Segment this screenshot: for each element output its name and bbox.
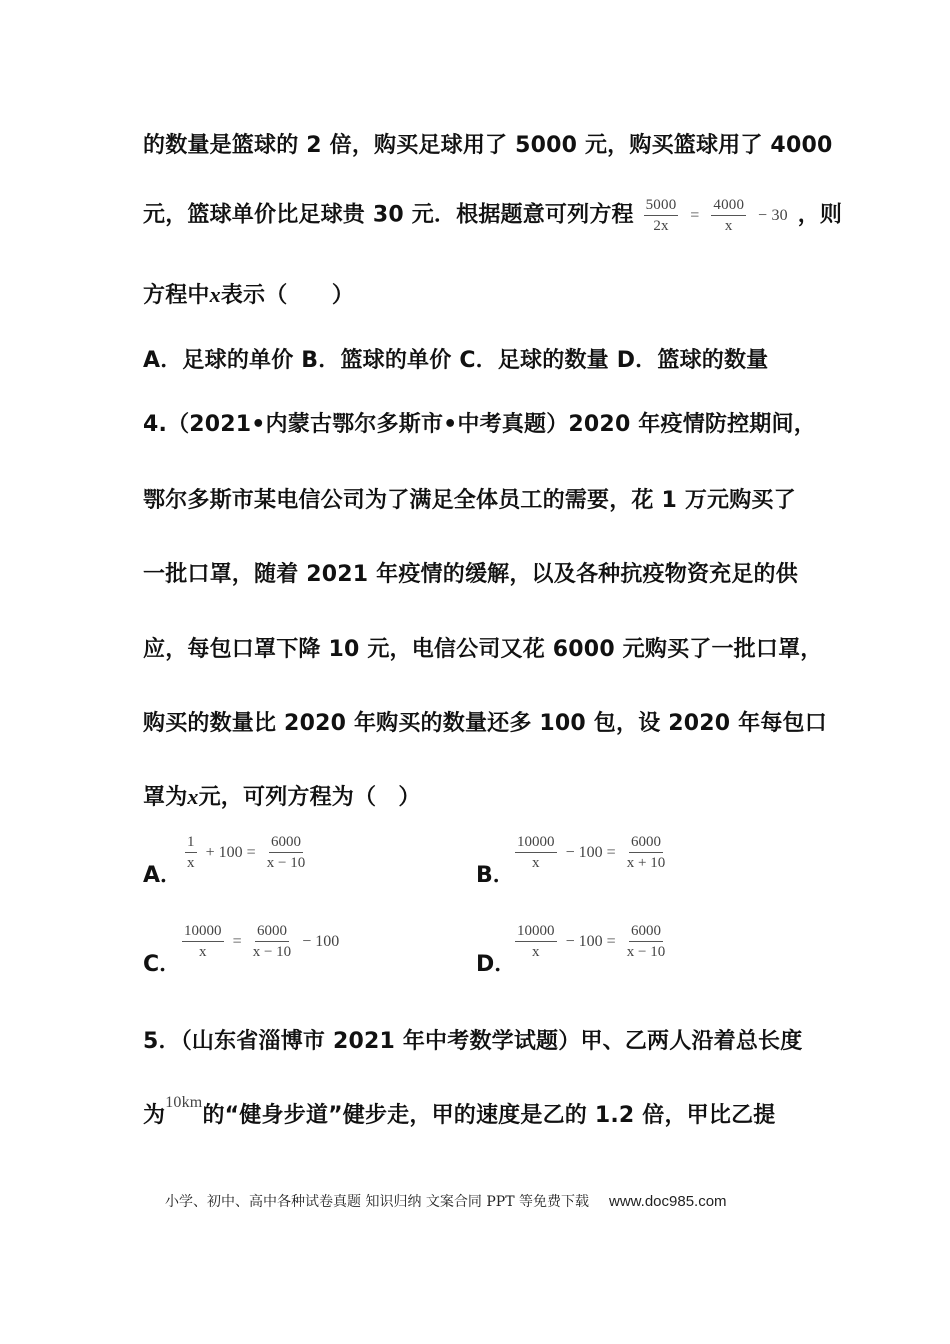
fraction-numerator: 1 (185, 833, 197, 853)
fraction-denominator: x (187, 855, 195, 871)
question-3-options: A．足球的单价 B．篮球的单价 C．足球的数量 D．篮球的数量 (143, 348, 769, 373)
text-line-2-end: ，则 (797, 202, 843, 228)
equation-operator: − 100 = (565, 932, 616, 950)
equation-operator: − 100 = (565, 843, 616, 861)
equation-fraction-2 (711, 196, 746, 235)
page-footer (165, 1191, 727, 1211)
fraction (625, 833, 667, 872)
fraction-numerator: 6000 (255, 922, 289, 942)
text-segment: 元，可列方程为（ ） (198, 785, 421, 810)
option-a-label: A． (143, 863, 183, 888)
fraction-numerator: 5000 (644, 196, 679, 216)
fraction-numerator: 6000 (629, 922, 663, 942)
fraction-denominator: x + 10 (626, 855, 666, 871)
text-line-8: 应，每包口罩下降 10 元，电信公司又花 6000 元购买了一批口罩， (143, 637, 823, 662)
fraction-denominator: x (532, 855, 540, 871)
text-segment: 表示（ ） (220, 283, 355, 308)
variable-x: x (187, 784, 199, 809)
fraction-numerator: 10000 (515, 922, 557, 942)
fraction-denominator: x (724, 218, 733, 234)
equation-tail: − 30 (758, 206, 788, 224)
text-line-7: 一批口罩，随着 2021 年疫情的缓解，以及各种抗疫物资充足的供 (143, 562, 798, 587)
question-4-heading: 4.（2021•内蒙古鄂尔多斯市•中考真题）2020 年疫情防控期间， (143, 412, 816, 437)
fraction-denominator: x − 10 (252, 944, 292, 960)
equation-fraction-1 (644, 196, 679, 235)
fraction (515, 922, 557, 961)
variable-x: x (209, 282, 221, 307)
text-segment: 为 (143, 1103, 166, 1128)
equation-equals: = (690, 206, 700, 224)
text-line-12 (143, 1094, 776, 1129)
option-b-equation (513, 833, 669, 872)
fraction-numerator: 4000 (711, 196, 746, 216)
text-line-3 (143, 278, 354, 309)
fraction-numerator: 10000 (182, 922, 224, 942)
text-segment: 罩为 (143, 785, 188, 810)
fraction-denominator: x (199, 944, 207, 960)
text-segment: 方程中 (143, 283, 210, 308)
fraction (185, 833, 197, 872)
text-line-10 (143, 780, 421, 811)
option-c-equation (180, 922, 341, 961)
fraction-denominator: x − 10 (626, 944, 666, 960)
fraction (515, 833, 557, 872)
text-line-1: 的数量是篮球的 2 倍，购买足球用了 5000 元，购买篮球用了 4000 (143, 133, 833, 158)
distance-unit: 10km (165, 1094, 203, 1111)
fraction (182, 922, 224, 961)
text-segment: 的“健身步道”健步走，甲的速度是乙的 1.2 倍，甲比乙提 (202, 1103, 776, 1128)
text-line-6: 鄂尔多斯市某电信公司为了满足全体员工的需要，花 1 万元购买了 (143, 488, 796, 513)
fraction-denominator: 2x (653, 218, 669, 234)
footer-text: 小学、初中、高中各种试卷真题 知识归纳 文案合同 PPT 等免费下载 (165, 1194, 589, 1210)
equation-operator: = (232, 932, 242, 950)
fraction-numerator: 10000 (515, 833, 557, 853)
equation-tail: − 100 (302, 932, 340, 950)
option-d-label: D． (476, 952, 517, 977)
footer-link[interactable]: www.doc985.com (608, 1193, 727, 1210)
text-line-9: 购买的数量比 2020 年购买的数量还多 100 包，设 2020 年每包口 (143, 711, 827, 736)
option-b-label: B． (476, 863, 515, 888)
question-5-heading: 5．（山东省淄博市 2021 年中考数学试题）甲、乙两人沿着总长度 (143, 1029, 803, 1054)
option-c-label: C． (143, 952, 182, 977)
fraction (251, 922, 293, 961)
fraction-denominator: x − 10 (266, 855, 306, 871)
fraction-denominator: x (532, 944, 540, 960)
text-line-2 (143, 196, 842, 235)
text-line-2-start: 元，篮球单价比足球贵 30 元．根据题意可列方程 (143, 202, 634, 228)
option-a-equation (183, 833, 309, 872)
fraction-numerator: 6000 (629, 833, 663, 853)
fraction (625, 922, 667, 961)
fraction-numerator: 6000 (269, 833, 303, 853)
fraction (265, 833, 307, 872)
option-d-equation (513, 922, 669, 961)
equation-operator: + 100 = (205, 843, 256, 861)
